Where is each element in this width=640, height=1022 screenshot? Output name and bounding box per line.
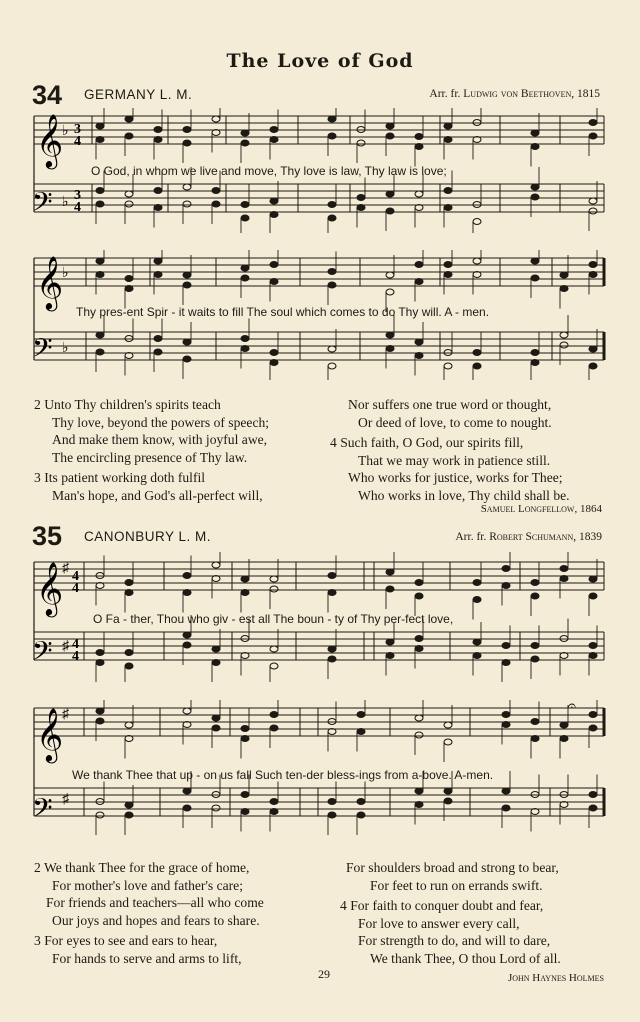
note-head bbox=[531, 656, 539, 662]
verse-line: For feet to run on errands swift. bbox=[370, 877, 543, 893]
note-head bbox=[531, 275, 539, 281]
note-head bbox=[415, 802, 423, 808]
note-head bbox=[125, 663, 133, 669]
note-head bbox=[386, 191, 394, 197]
note-head bbox=[125, 191, 133, 197]
note-head bbox=[589, 198, 597, 204]
bass-clef-icon: 𝄢 bbox=[32, 186, 53, 224]
hymn-34-number: 34 bbox=[32, 80, 63, 110]
treble-clef-icon: 𝄞 bbox=[36, 561, 64, 615]
sharp-icon: ♯ bbox=[62, 707, 69, 722]
note-head bbox=[415, 636, 423, 642]
note-head bbox=[328, 346, 336, 352]
note-head bbox=[154, 127, 162, 133]
note-head bbox=[328, 590, 336, 596]
treble-clef-icon: 𝄞 bbox=[36, 255, 64, 309]
note-head bbox=[357, 140, 365, 146]
verse-line: Thy love, beyond the powers of speech; bbox=[52, 414, 270, 430]
note-head bbox=[241, 726, 249, 732]
note-head bbox=[444, 123, 452, 129]
note-head bbox=[415, 593, 423, 599]
verse-line: Or deed of love, to come to nought. bbox=[358, 414, 552, 430]
flat-icon: ♭ bbox=[62, 341, 69, 356]
note-head bbox=[444, 722, 452, 728]
note-head bbox=[415, 353, 423, 359]
note-head bbox=[328, 799, 336, 805]
time-signature: 4 bbox=[72, 569, 79, 584]
note-head bbox=[531, 194, 539, 200]
note-head bbox=[154, 336, 162, 342]
time-signature: 4 bbox=[72, 649, 79, 664]
note-head bbox=[560, 792, 568, 798]
verse-line: Our joys and hopes and fears to share. bbox=[52, 912, 260, 928]
note-head bbox=[241, 275, 249, 281]
note-head bbox=[589, 792, 597, 798]
note-head bbox=[386, 332, 394, 338]
note-head bbox=[502, 722, 510, 728]
note-head bbox=[531, 350, 539, 356]
note-head bbox=[502, 583, 510, 589]
note-head bbox=[357, 812, 365, 818]
note-head bbox=[183, 140, 191, 146]
note-head bbox=[328, 133, 336, 139]
note-head bbox=[386, 346, 394, 352]
note-head bbox=[183, 642, 191, 648]
note-head bbox=[560, 332, 568, 338]
note-head bbox=[560, 722, 568, 728]
note-head bbox=[270, 712, 278, 718]
note-head bbox=[154, 272, 162, 278]
note-head bbox=[241, 809, 249, 815]
note-head bbox=[328, 269, 336, 275]
verse-line: For shoulders broad and strong to bear, bbox=[346, 860, 559, 875]
hymn-35-tune: CANONBURY L. M. bbox=[84, 529, 212, 544]
note-head bbox=[589, 593, 597, 599]
note-head bbox=[270, 809, 278, 815]
staff-lines bbox=[34, 708, 604, 816]
note-head bbox=[328, 363, 336, 369]
note-head bbox=[444, 272, 452, 278]
verse-line: Such faith, O God, our spirits fill, bbox=[340, 435, 524, 451]
note-head bbox=[154, 258, 162, 264]
time-signature: 3 bbox=[74, 188, 81, 203]
author-name: John Haynes Holmes bbox=[507, 972, 604, 984]
sharp-icon: ♯ bbox=[62, 639, 69, 654]
note-head bbox=[502, 788, 510, 794]
verse-number: 2 bbox=[34, 860, 41, 875]
note-head bbox=[270, 360, 278, 366]
note-head bbox=[183, 201, 191, 207]
staff-lines bbox=[34, 562, 604, 660]
note-head bbox=[212, 116, 220, 122]
verse-line: Its patient working doth fulfil bbox=[44, 470, 206, 486]
note-head bbox=[328, 646, 336, 652]
note-head bbox=[502, 566, 510, 572]
note-head bbox=[560, 736, 568, 742]
note-head bbox=[270, 127, 278, 133]
arranger-year: 1815 bbox=[577, 88, 600, 100]
note-head bbox=[473, 350, 481, 356]
note-head bbox=[415, 134, 423, 140]
note-head bbox=[183, 632, 191, 638]
bass-clef-icon: 𝄢 bbox=[32, 635, 53, 673]
time-signature: 3 bbox=[74, 122, 81, 137]
note-head bbox=[589, 653, 597, 659]
time-signature: 4 bbox=[72, 637, 79, 652]
note-head bbox=[415, 279, 423, 285]
note-head bbox=[357, 799, 365, 805]
note-head bbox=[473, 258, 481, 264]
hymn-34-verses-left bbox=[34, 396, 269, 505]
note-head bbox=[589, 805, 597, 811]
note-head bbox=[96, 650, 104, 656]
verse-line: The encircling presence of Thy law. bbox=[52, 449, 248, 465]
note-head bbox=[125, 276, 133, 282]
note-head bbox=[589, 208, 597, 214]
time-signature: 4 bbox=[74, 134, 81, 149]
hymn-35-author bbox=[508, 972, 604, 984]
note-head bbox=[183, 788, 191, 794]
note-head bbox=[531, 360, 539, 366]
hymn-34-arranger: Arr. fr. Ludwig von Beethoven, 1815 bbox=[429, 88, 600, 100]
note-head bbox=[444, 739, 452, 745]
note-head bbox=[357, 127, 365, 133]
note-head bbox=[96, 799, 104, 805]
flat-icon: ♭ bbox=[62, 266, 69, 281]
note-head bbox=[125, 580, 133, 586]
note-head bbox=[183, 573, 191, 579]
note-head bbox=[154, 349, 162, 355]
note-head bbox=[531, 130, 539, 136]
note-head bbox=[444, 262, 452, 268]
verse-line: For eyes to see and ears to hear, bbox=[44, 933, 218, 949]
note-head bbox=[183, 805, 191, 811]
note-head bbox=[502, 712, 510, 718]
flat-icon: ♭ bbox=[62, 124, 69, 139]
note-head bbox=[560, 286, 568, 292]
author-year: 1864 bbox=[580, 503, 602, 515]
arranger-prefix: Arr. fr. bbox=[429, 88, 461, 100]
verse-number: 3 bbox=[34, 470, 41, 486]
note-head bbox=[531, 643, 539, 649]
sharp-icon: ♯ bbox=[62, 561, 69, 576]
hymn-34-author: Samuel Longfellow, 1864 bbox=[480, 503, 602, 515]
note-head bbox=[125, 650, 133, 656]
note-head bbox=[96, 201, 104, 207]
note-head bbox=[328, 215, 336, 221]
note-head bbox=[415, 580, 423, 586]
note-head bbox=[357, 712, 365, 718]
note-head bbox=[212, 562, 220, 568]
verse-line: Who works in love, Thy child shall be. bbox=[358, 487, 570, 503]
note-head bbox=[125, 286, 133, 292]
note-head bbox=[125, 802, 133, 808]
note-head bbox=[386, 653, 394, 659]
hymn-35-lyrics-1: O Fa - ther, Thou who giv - est all The boun - ty of Thy per-fect love, bbox=[93, 612, 454, 626]
verse-line: We thank Thee for the grace of home, bbox=[43, 860, 250, 875]
note-head bbox=[473, 653, 481, 659]
note-head bbox=[415, 732, 423, 738]
note-head bbox=[473, 363, 481, 369]
verse-line: And make them know, with joyful awe, bbox=[52, 432, 268, 448]
note-head bbox=[241, 215, 249, 221]
bass-clef-icon: 𝄢 bbox=[32, 332, 53, 370]
note-head bbox=[328, 656, 336, 662]
note-head bbox=[270, 350, 278, 356]
verse-line: That we may work in patience still. bbox=[358, 452, 551, 468]
note-head bbox=[531, 719, 539, 725]
page-number: 29 bbox=[318, 967, 330, 981]
note-head bbox=[589, 262, 597, 268]
note-head bbox=[270, 586, 278, 592]
note-head bbox=[502, 660, 510, 666]
note-head bbox=[183, 127, 191, 133]
note-head bbox=[473, 202, 481, 208]
note-head bbox=[212, 792, 220, 798]
note-head bbox=[270, 212, 278, 218]
verse-line: Man's hope, and God's all-perfect will, bbox=[52, 487, 263, 503]
note-head bbox=[444, 137, 452, 143]
page-title: The Love of God bbox=[226, 50, 414, 72]
note-head bbox=[270, 279, 278, 285]
hymn-34-tune: GERMANY L. M. bbox=[84, 87, 193, 102]
arranger-year: 1839 bbox=[579, 531, 602, 543]
treble-clef-icon: 𝄞 bbox=[36, 707, 64, 761]
treble-clef-icon: 𝄞 bbox=[36, 113, 64, 167]
note-head bbox=[241, 736, 249, 742]
arranger-name: Ludwig von Beethoven bbox=[463, 88, 572, 100]
note-head bbox=[212, 646, 220, 652]
note-head bbox=[241, 346, 249, 352]
note-head bbox=[531, 580, 539, 586]
verse-line: Nor suffers one true word or thought, bbox=[348, 397, 552, 412]
note-head bbox=[270, 725, 278, 731]
note-head bbox=[473, 597, 481, 603]
note-head bbox=[96, 188, 104, 194]
verse-line: Who works for justice, works for Thee; bbox=[348, 470, 563, 486]
note-head bbox=[357, 729, 365, 735]
note-head bbox=[270, 262, 278, 268]
note-head bbox=[183, 184, 191, 190]
bass-clef-icon: 𝄢 bbox=[32, 792, 53, 830]
note-head bbox=[328, 282, 336, 288]
note-head bbox=[270, 663, 278, 669]
sharp-icon: ♯ bbox=[62, 792, 69, 807]
note-head bbox=[386, 586, 394, 592]
note-head bbox=[473, 639, 481, 645]
note-head bbox=[96, 137, 104, 143]
note-head bbox=[125, 116, 133, 122]
note-head bbox=[241, 140, 249, 146]
hymn-35-verses-right bbox=[340, 859, 561, 968]
verse-number: 2 bbox=[34, 397, 41, 412]
note-head bbox=[415, 339, 423, 345]
hymn-35-lyrics-2: We thank Thee that up - on us fall Such ten-der bless-ings from a-bove. A-men. bbox=[72, 768, 494, 782]
note-head bbox=[531, 184, 539, 190]
note-head bbox=[270, 576, 278, 582]
verse-number: 4 bbox=[340, 898, 347, 914]
verse-line: Unto Thy children's spirits teach bbox=[44, 397, 221, 412]
note-head bbox=[589, 643, 597, 649]
note-head bbox=[212, 805, 220, 811]
note-head bbox=[357, 195, 365, 201]
verse-line: For faith to conquer doubt and fear, bbox=[350, 898, 544, 914]
note-head bbox=[502, 643, 510, 649]
arranger-name: Robert Schumann bbox=[489, 531, 574, 543]
note-head bbox=[154, 137, 162, 143]
note-head bbox=[241, 202, 249, 208]
hymn-35-number: 35 bbox=[32, 521, 63, 551]
note-head bbox=[96, 258, 104, 264]
verse-line: For love to answer every call, bbox=[358, 915, 520, 931]
note-head bbox=[212, 660, 220, 666]
note-head bbox=[589, 712, 597, 718]
note-head bbox=[444, 188, 452, 194]
note-head bbox=[241, 576, 249, 582]
note-head bbox=[531, 258, 539, 264]
note-head bbox=[386, 123, 394, 129]
note-head bbox=[386, 289, 394, 295]
note-head bbox=[96, 812, 104, 818]
note-head bbox=[473, 120, 481, 126]
note-head bbox=[386, 133, 394, 139]
note-head bbox=[560, 636, 568, 642]
note-head bbox=[560, 576, 568, 582]
note-head bbox=[212, 201, 220, 207]
note-head bbox=[183, 708, 191, 714]
verse-line: For hands to serve and arms to lift, bbox=[52, 950, 242, 966]
note-head bbox=[560, 272, 568, 278]
note-head bbox=[154, 188, 162, 194]
note-head bbox=[125, 722, 133, 728]
note-head bbox=[415, 191, 423, 197]
note-head bbox=[125, 336, 133, 342]
note-head bbox=[328, 719, 336, 725]
note-head bbox=[328, 116, 336, 122]
note-head bbox=[241, 792, 249, 798]
note-head bbox=[270, 137, 278, 143]
note-head bbox=[241, 336, 249, 342]
note-head bbox=[415, 646, 423, 652]
time-signature: 4 bbox=[74, 200, 81, 215]
note-head bbox=[241, 265, 249, 271]
verse-line: For strength to do, and will to dare, bbox=[358, 933, 551, 949]
note-head bbox=[444, 205, 452, 211]
note-head bbox=[589, 725, 597, 731]
note-head bbox=[270, 198, 278, 204]
note-head bbox=[328, 812, 336, 818]
fermata-icon: 𝄐 bbox=[568, 700, 576, 714]
note-head bbox=[96, 718, 104, 724]
note-head bbox=[589, 363, 597, 369]
note-head bbox=[502, 805, 510, 811]
note-head bbox=[531, 144, 539, 150]
note-head bbox=[589, 346, 597, 352]
note-head bbox=[531, 736, 539, 742]
note-head bbox=[154, 205, 162, 211]
note-head bbox=[183, 272, 191, 278]
note-head bbox=[444, 350, 452, 356]
arranger-prefix: Arr. fr. bbox=[455, 531, 487, 543]
note-head bbox=[96, 708, 104, 714]
note-head bbox=[473, 580, 481, 586]
note-head bbox=[183, 339, 191, 345]
note-head bbox=[589, 576, 597, 582]
note-head bbox=[125, 812, 133, 818]
verse-line: For mother's love and father's care; bbox=[52, 877, 243, 893]
note-head bbox=[386, 569, 394, 575]
note-head bbox=[212, 725, 220, 731]
note-head bbox=[328, 202, 336, 208]
note-head bbox=[444, 363, 452, 369]
note-head bbox=[444, 798, 452, 804]
note-head bbox=[125, 590, 133, 596]
note-head bbox=[386, 639, 394, 645]
note-head bbox=[328, 573, 336, 579]
note-head bbox=[241, 130, 249, 136]
note-head bbox=[444, 788, 452, 794]
note-head bbox=[96, 349, 104, 355]
note-head bbox=[125, 133, 133, 139]
verse-number: 3 bbox=[34, 933, 41, 949]
note-head bbox=[96, 332, 104, 338]
note-head bbox=[473, 219, 481, 225]
note-head bbox=[415, 144, 423, 150]
verse-line: For friends and teachers—all who come bbox=[46, 895, 264, 911]
time-signature: 4 bbox=[72, 581, 79, 596]
note-head bbox=[560, 342, 568, 348]
hymn-35-verses-left bbox=[34, 859, 264, 968]
note-head bbox=[415, 262, 423, 268]
note-head bbox=[96, 123, 104, 129]
verse-number: 4 bbox=[330, 435, 337, 451]
note-head bbox=[531, 593, 539, 599]
author-name: Samuel Longfellow bbox=[480, 503, 575, 515]
note-head bbox=[96, 660, 104, 666]
note-head bbox=[531, 792, 539, 798]
hymn-34-verses-right bbox=[330, 396, 570, 505]
note-head bbox=[386, 208, 394, 214]
note-head bbox=[212, 715, 220, 721]
note-head bbox=[125, 201, 133, 207]
note-head bbox=[415, 715, 423, 721]
note-head bbox=[589, 272, 597, 278]
note-head bbox=[357, 205, 365, 211]
flat-icon: ♭ bbox=[62, 195, 69, 210]
note-head bbox=[96, 573, 104, 579]
note-head bbox=[183, 590, 191, 596]
note-head bbox=[96, 272, 104, 278]
note-head bbox=[183, 356, 191, 362]
note-head bbox=[415, 788, 423, 794]
hymn-35-arranger: Arr. fr. Robert Schumann, 1839 bbox=[455, 531, 602, 543]
note-head bbox=[589, 120, 597, 126]
verse-line: We thank Thee, O thou Lord of all. bbox=[370, 950, 561, 966]
hymn-34-lyrics-2: Thy pres-ent Spir - it waits to fill The soul which comes to do Thy will. A - men. bbox=[76, 305, 490, 319]
note-head bbox=[560, 566, 568, 572]
note-head bbox=[270, 799, 278, 805]
note-head bbox=[386, 272, 394, 278]
note-head bbox=[241, 590, 249, 596]
hymn-34-lyrics-1: O God, in whom we live and move, Thy love is law, Thy law is love; bbox=[91, 164, 447, 178]
note-head bbox=[270, 646, 278, 652]
note-head bbox=[241, 636, 249, 642]
note-head bbox=[589, 133, 597, 139]
note-head bbox=[212, 188, 220, 194]
note-head bbox=[183, 282, 191, 288]
